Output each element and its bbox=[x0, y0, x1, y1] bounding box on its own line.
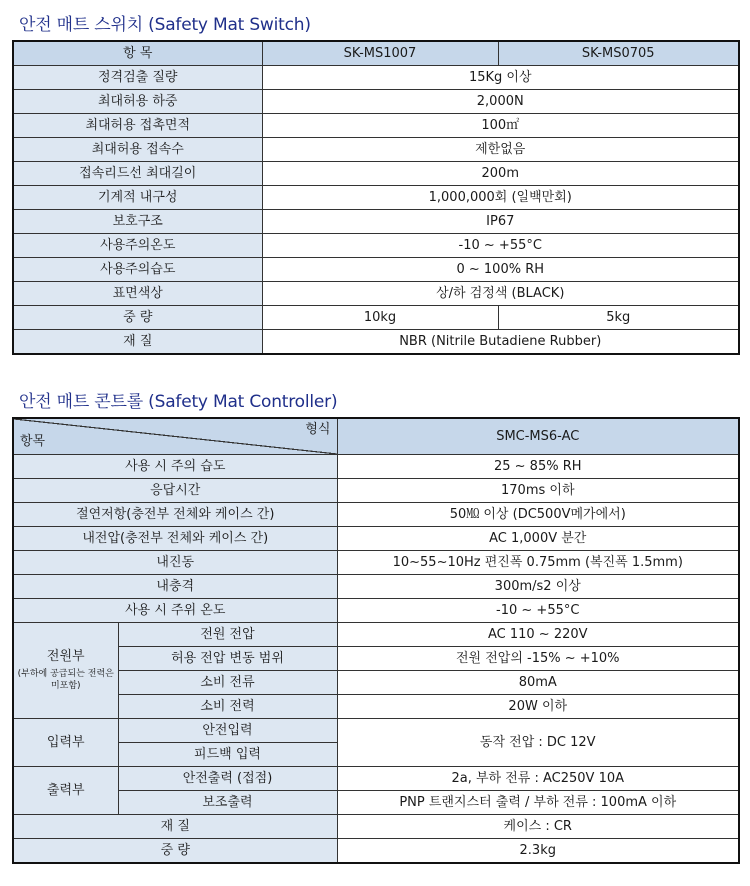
row-value: 10~55~10Hz 편진폭 0.75mm (복진폭 1.5mm) bbox=[337, 551, 739, 575]
power-group-label bbox=[13, 623, 118, 719]
row-label: 응답시간 bbox=[13, 479, 337, 503]
output-group-label: 출력부 bbox=[13, 767, 118, 815]
row-label: 사용 시 주의 습도 bbox=[13, 455, 337, 479]
row-label: 안전출력 (접점) bbox=[118, 767, 337, 791]
power-label: 전원부 bbox=[46, 648, 85, 664]
row-label: 보조출력 bbox=[118, 791, 337, 815]
row-value: IP67 bbox=[262, 210, 739, 234]
table-row bbox=[13, 551, 739, 575]
row-value: 제한없음 bbox=[262, 138, 739, 162]
table-row bbox=[13, 479, 739, 503]
header-item: 항목 bbox=[20, 434, 46, 449]
table-row bbox=[13, 210, 739, 234]
row-label: 내전압(충전부 전체와 케이스 간) bbox=[13, 527, 337, 551]
header-item: 항 목 bbox=[13, 41, 262, 66]
row-value: 전원 전압의 -15% ~ +10% bbox=[337, 647, 739, 671]
table-row bbox=[13, 90, 739, 114]
row-label: 최대허용 하중 bbox=[13, 90, 262, 114]
table-row bbox=[13, 114, 739, 138]
row-value: 200m bbox=[262, 162, 739, 186]
power-note: (부하에 공급되는 전력은 미포함) bbox=[17, 668, 114, 691]
row-label: 사용주의온도 bbox=[13, 234, 262, 258]
row-value: 1,000,000회 (일백만회) bbox=[262, 186, 739, 210]
power-row bbox=[13, 695, 739, 719]
row-value: PNP 트랜지스터 출력 / 부하 전류 : 100mA 이하 bbox=[337, 791, 739, 815]
input-group-label: 입력부 bbox=[13, 719, 118, 767]
table-row bbox=[13, 527, 739, 551]
row-label: 소비 전류 bbox=[118, 671, 337, 695]
row-value: 300m/s2 이상 bbox=[337, 575, 739, 599]
row-label: 전원 전압 bbox=[118, 623, 337, 647]
table-row bbox=[13, 575, 739, 599]
power-row bbox=[13, 671, 739, 695]
row-value: 2.3kg bbox=[337, 839, 739, 864]
material-row bbox=[13, 815, 739, 839]
row-label: 사용 시 주위 온도 bbox=[13, 599, 337, 623]
row-value: 케이스 : CR bbox=[337, 815, 739, 839]
row-label: 안전입력 bbox=[118, 719, 337, 743]
row-value: -10 ~ +55°C bbox=[262, 234, 739, 258]
weight-row bbox=[13, 306, 739, 330]
output-row bbox=[13, 767, 739, 791]
row-label: 보호구조 bbox=[13, 210, 262, 234]
table-row bbox=[13, 599, 739, 623]
header-type: 형식 bbox=[305, 422, 331, 437]
power-row bbox=[13, 647, 739, 671]
table-row bbox=[13, 186, 739, 210]
row-value: 25 ~ 85% RH bbox=[337, 455, 739, 479]
row-label: 소비 전력 bbox=[118, 695, 337, 719]
row-label: 재 질 bbox=[13, 815, 337, 839]
row-value: 상/하 검정색 (BLACK) bbox=[262, 282, 739, 306]
row-value: -10 ~ +55°C bbox=[337, 599, 739, 623]
weight-value-1: 10kg bbox=[262, 306, 498, 330]
table-row bbox=[13, 138, 739, 162]
header-model: SMC-MS6-AC bbox=[337, 418, 739, 455]
switch-spec-table bbox=[12, 40, 740, 355]
header-model-2: SK-MS0705 bbox=[498, 41, 739, 66]
row-label: 기계적 내구성 bbox=[13, 186, 262, 210]
row-label: 중 량 bbox=[13, 306, 262, 330]
row-value: 2a, 부하 전류 : AC250V 10A bbox=[337, 767, 739, 791]
header-diagonal-cell bbox=[13, 418, 337, 455]
row-label: 피드백 입력 bbox=[118, 743, 337, 767]
weight-row bbox=[13, 839, 739, 864]
controller-section-title: 안전 매트 콘트롤 (Safety Mat Controller) bbox=[19, 392, 338, 412]
row-label: 최대허용 접속수 bbox=[13, 138, 262, 162]
row-value: 50㏁ 이상 (DC500V메가에서) bbox=[337, 503, 739, 527]
row-value: AC 1,000V 분간 bbox=[337, 527, 739, 551]
table-header-row bbox=[13, 418, 739, 455]
row-label: 내충격 bbox=[13, 575, 337, 599]
row-label: 사용주의습도 bbox=[13, 258, 262, 282]
switch-section-title: 안전 매트 스위치 (Safety Mat Switch) bbox=[19, 15, 311, 35]
table-row bbox=[13, 503, 739, 527]
row-label: 접속리드선 최대길이 bbox=[13, 162, 262, 186]
row-value: 2,000N bbox=[262, 90, 739, 114]
output-row bbox=[13, 791, 739, 815]
row-label: 절연저항(충전부 전체와 케이스 간) bbox=[13, 503, 337, 527]
table-row bbox=[13, 455, 739, 479]
row-value: 20W 이하 bbox=[337, 695, 739, 719]
table-row bbox=[13, 66, 739, 90]
table-row bbox=[13, 258, 739, 282]
material-row bbox=[13, 330, 739, 355]
row-value: 80mA bbox=[337, 671, 739, 695]
power-row bbox=[13, 623, 739, 647]
row-value: NBR (Nitrile Butadiene Rubber) bbox=[262, 330, 739, 355]
table-row bbox=[13, 234, 739, 258]
row-value: 100㎡ bbox=[262, 114, 739, 138]
weight-value-2: 5kg bbox=[498, 306, 739, 330]
row-label: 중 량 bbox=[13, 839, 337, 864]
row-value: AC 110 ~ 220V bbox=[337, 623, 739, 647]
table-row bbox=[13, 282, 739, 306]
row-value: 15Kg 이상 bbox=[262, 66, 739, 90]
row-value: 170ms 이하 bbox=[337, 479, 739, 503]
row-label: 내진동 bbox=[13, 551, 337, 575]
row-value: 0 ~ 100% RH bbox=[262, 258, 739, 282]
header-model-1: SK-MS1007 bbox=[262, 41, 498, 66]
controller-spec-table bbox=[12, 417, 740, 864]
table-header-row bbox=[13, 41, 739, 66]
row-label: 재 질 bbox=[13, 330, 262, 355]
input-value: 동작 전압 : DC 12V bbox=[337, 719, 739, 767]
input-row bbox=[13, 719, 739, 743]
row-label: 정격검출 질량 bbox=[13, 66, 262, 90]
table-row bbox=[13, 162, 739, 186]
row-label: 허용 전압 변동 범위 bbox=[118, 647, 337, 671]
row-label: 표면색상 bbox=[13, 282, 262, 306]
row-label: 최대허용 접촉면적 bbox=[13, 114, 262, 138]
